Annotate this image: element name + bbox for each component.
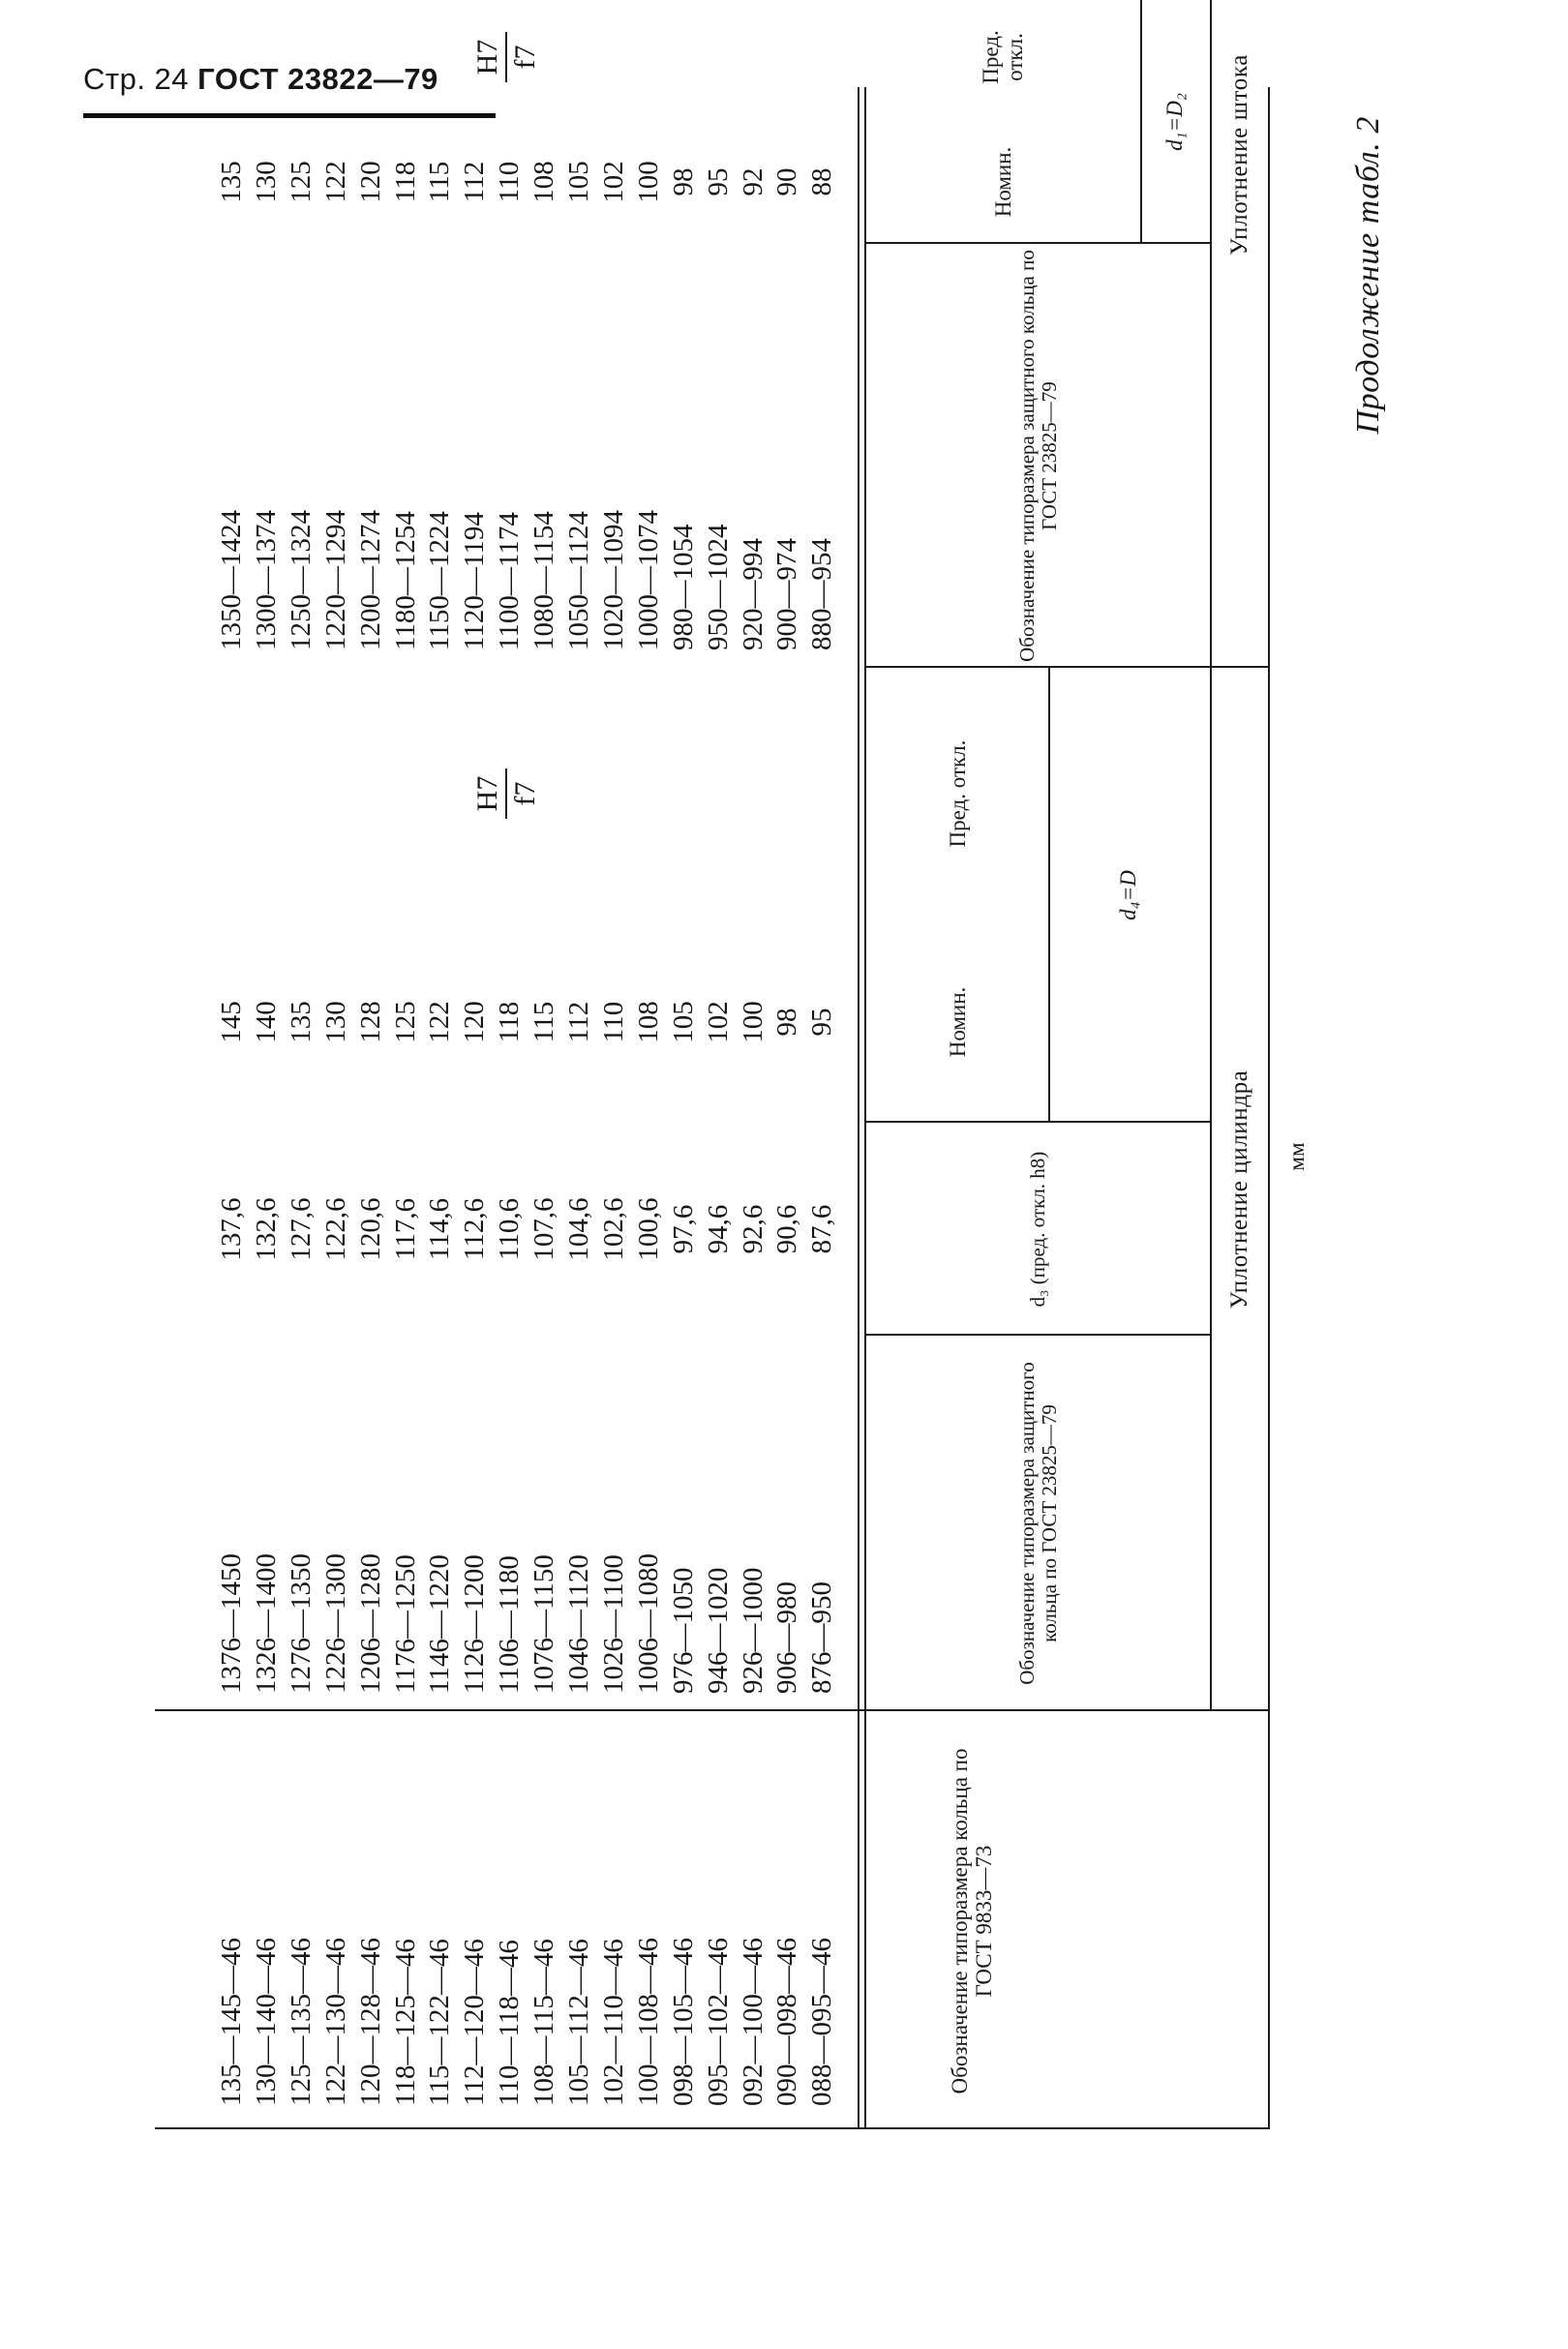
unit-label: мм bbox=[1283, 1142, 1309, 1171]
table-row bbox=[528, 87, 561, 2129]
rod-d1-group-line bbox=[1140, 0, 1142, 244]
rod-tolerance-upper: H7 bbox=[470, 39, 503, 75]
cell-rod-nominal: 130 bbox=[250, 161, 282, 203]
cell-cylinder-nominal: 135 bbox=[285, 1001, 317, 1043]
cell-rod-protective-ring: 1020—1094 bbox=[597, 510, 629, 650]
col-header-cylinder-tolerance: Пред. откл. bbox=[945, 739, 970, 848]
cell-cylinder-d3: 132,6 bbox=[250, 1197, 282, 1261]
header-separator-2 bbox=[864, 87, 866, 2129]
cell-cylinder-nominal: 100 bbox=[737, 1001, 769, 1043]
cell-cylinder-nominal: 115 bbox=[528, 1001, 560, 1043]
cell-rod-nominal: 110 bbox=[494, 161, 526, 203]
cell-cylinder-protective-ring: 906—980 bbox=[771, 1581, 803, 1694]
cell-cylinder-d3: 92,6 bbox=[737, 1204, 769, 1254]
cell-cylinder-protective-ring: 1076—1150 bbox=[528, 1554, 560, 1694]
cell-rod-protective-ring: 980—1054 bbox=[667, 524, 699, 650]
cell-cylinder-protective-ring: 926—1000 bbox=[737, 1567, 769, 1694]
cell-cylinder-nominal: 112 bbox=[563, 1001, 595, 1043]
cell-cylinder-d3: 94,6 bbox=[702, 1204, 734, 1254]
cell-cylinder-d3: 114,6 bbox=[424, 1197, 456, 1261]
cell-rod-protective-ring: 950—1024 bbox=[702, 524, 734, 650]
cell-cylinder-protective-ring: 1326—1400 bbox=[250, 1553, 282, 1694]
cell-rod-nominal: 125 bbox=[285, 161, 317, 203]
cell-rod-protective-ring: 900—974 bbox=[771, 538, 803, 650]
rod-tolerance-bar bbox=[505, 32, 507, 82]
cell-rod-nominal: 122 bbox=[319, 161, 351, 203]
cell-cylinder-protective-ring: 1026—1100 bbox=[597, 1554, 629, 1694]
cell-cylinder-d3: 110,6 bbox=[494, 1197, 526, 1261]
cell-rod-nominal: 98 bbox=[667, 167, 699, 196]
rod-group-line bbox=[1210, 0, 1212, 668]
cell-rod-protective-ring: 920—994 bbox=[737, 538, 769, 650]
cell-cylinder-nominal: 95 bbox=[806, 1008, 838, 1037]
cell-rod-protective-ring: 1200—1274 bbox=[354, 510, 386, 650]
cell-rod-protective-ring: 1300—1374 bbox=[250, 510, 282, 650]
table-row bbox=[354, 87, 387, 2129]
col-header-cylinder-protective-ring: Обозначение типоразмера защитного кольца по ГОСТ 23825—79 bbox=[1014, 1362, 1061, 1685]
cell-cylinder-d3: 104,6 bbox=[563, 1197, 595, 1261]
col-header-rod-protective-ring: Обозначение типоразмера защитного кольца по ГОСТ 23825—79 bbox=[1014, 250, 1061, 662]
cell-rod-protective-ring: 1250—1324 bbox=[285, 510, 317, 650]
cell-ring-designation: 108—115—46 bbox=[528, 1939, 560, 2106]
cell-rod-nominal: 112 bbox=[459, 161, 491, 203]
table-row bbox=[563, 87, 596, 2129]
cylinder-tolerance-lower: f7 bbox=[509, 781, 541, 806]
cell-rod-protective-ring: 1150—1224 bbox=[424, 511, 456, 650]
cell-cylinder-nominal: 102 bbox=[702, 1001, 734, 1043]
cell-cylinder-protective-ring: 1206—1280 bbox=[354, 1553, 386, 1694]
cell-rod-nominal: 118 bbox=[389, 161, 421, 203]
cell-ring-designation: 100—108—46 bbox=[632, 1938, 664, 2106]
cell-rod-protective-ring: 1100—1174 bbox=[494, 512, 526, 650]
cell-cylinder-d3: 112,6 bbox=[459, 1197, 491, 1261]
col-header-rod-tolerance: Пред. откл. bbox=[979, 30, 1027, 84]
cell-cylinder-d3: 97,6 bbox=[667, 1204, 699, 1254]
cell-rod-nominal: 90 bbox=[771, 167, 803, 196]
cell-rod-nominal: 92 bbox=[737, 167, 769, 196]
table-row bbox=[633, 87, 666, 2129]
cell-rod-nominal: 105 bbox=[563, 161, 595, 203]
cell-cylinder-nominal: 120 bbox=[459, 1001, 491, 1043]
cell-cylinder-protective-ring: 1276—1350 bbox=[285, 1553, 317, 1694]
col-group-cylinder-d4: d₄=D bbox=[1115, 870, 1140, 920]
col-header-cylinder-nominal: Номин. bbox=[945, 986, 970, 1058]
col-header-rod-nominal: Номин. bbox=[990, 146, 1015, 218]
cell-cylinder-nominal: 108 bbox=[632, 1001, 664, 1043]
cell-ring-designation: 088—095—46 bbox=[806, 1938, 838, 2106]
header-separator-1 bbox=[858, 87, 859, 2129]
cell-rod-nominal: 100 bbox=[632, 161, 664, 203]
col-header-ring: Обозначение типоразмера кольца по ГОСТ 9833—73 bbox=[948, 1748, 996, 2094]
cell-cylinder-protective-ring: 976—1050 bbox=[667, 1567, 699, 1694]
cell-rod-nominal: 115 bbox=[424, 161, 456, 203]
cell-cylinder-d3: 117,6 bbox=[389, 1197, 421, 1261]
cell-ring-designation: 092—100—46 bbox=[737, 1938, 769, 2106]
cell-rod-protective-ring: 1050—1124 bbox=[563, 511, 595, 650]
cell-ring-designation: 110—118—46 bbox=[494, 1940, 526, 2106]
cell-cylinder-nominal: 118 bbox=[494, 1001, 526, 1043]
cell-cylinder-d3: 127,6 bbox=[285, 1197, 317, 1261]
cell-rod-protective-ring: 1120—1194 bbox=[459, 512, 491, 650]
table-row bbox=[737, 87, 769, 2129]
table-row bbox=[389, 87, 422, 2129]
cell-cylinder-protective-ring: 1146—1220 bbox=[424, 1554, 456, 1694]
cell-cylinder-d3: 137,6 bbox=[216, 1197, 248, 1261]
cell-cylinder-protective-ring: 1376—1450 bbox=[216, 1553, 248, 1694]
cell-ring-designation: 122—130—46 bbox=[319, 1938, 351, 2106]
rod-tolerance-fraction bbox=[472, 32, 541, 82]
cell-rod-nominal: 95 bbox=[702, 167, 734, 196]
cell-cylinder-protective-ring: 1126—1200 bbox=[459, 1554, 491, 1694]
cell-rod-protective-ring: 1180—1254 bbox=[389, 511, 421, 650]
cell-ring-designation: 095—102—46 bbox=[702, 1938, 734, 2106]
cylinder-tolerance-upper: H7 bbox=[470, 775, 503, 812]
cell-ring-designation: 098—105—46 bbox=[667, 1938, 699, 2106]
cell-cylinder-protective-ring: 1006—1080 bbox=[632, 1553, 664, 1694]
cell-ring-designation: 130—140—46 bbox=[250, 1938, 282, 2106]
table-row bbox=[771, 87, 804, 2129]
cell-ring-designation: 118—125—46 bbox=[389, 1939, 421, 2106]
cell-rod-nominal: 120 bbox=[354, 161, 386, 203]
cell-cylinder-nominal: 125 bbox=[389, 1001, 421, 1043]
cell-cylinder-nominal: 140 bbox=[250, 1001, 282, 1043]
cell-cylinder-nominal: 122 bbox=[424, 1001, 456, 1043]
table-row bbox=[459, 87, 492, 2129]
cell-rod-nominal: 102 bbox=[597, 161, 629, 203]
table-row bbox=[424, 87, 457, 2129]
col-group-rod: Уплотнение штока bbox=[1225, 54, 1252, 256]
cell-rod-protective-ring: 1220—1294 bbox=[319, 510, 351, 650]
table-row bbox=[251, 87, 284, 2129]
cell-cylinder-protective-ring: 876—950 bbox=[806, 1581, 838, 1694]
table-row bbox=[702, 87, 735, 2129]
cell-cylinder-nominal: 130 bbox=[319, 1001, 351, 1043]
cell-rod-protective-ring: 880—954 bbox=[806, 538, 838, 650]
cell-ring-designation: 090—098—46 bbox=[771, 1938, 803, 2106]
cell-cylinder-nominal: 98 bbox=[771, 1008, 803, 1037]
cell-cylinder-d3: 120,6 bbox=[354, 1197, 386, 1261]
cell-cylinder-d3: 90,6 bbox=[771, 1204, 803, 1254]
standard-number: ГОСТ 23822—79 bbox=[197, 62, 438, 96]
cell-cylinder-protective-ring: 1046—1120 bbox=[563, 1554, 595, 1694]
cylinder-prot-col-divider bbox=[864, 1334, 1210, 1336]
cell-cylinder-nominal: 110 bbox=[597, 1001, 629, 1043]
cell-cylinder-protective-ring: 1176—1250 bbox=[389, 1554, 421, 1694]
cell-cylinder-nominal: 105 bbox=[667, 1001, 699, 1043]
cylinder-group-line bbox=[1210, 668, 1212, 1711]
cell-cylinder-d3: 122,6 bbox=[319, 1197, 351, 1261]
cylinder-d4-group-line bbox=[1048, 668, 1050, 1123]
table-row bbox=[494, 87, 527, 2129]
cell-ring-designation: 120—128—46 bbox=[354, 1938, 386, 2106]
cell-ring-designation: 135—145—46 bbox=[216, 1938, 248, 2106]
cell-cylinder-d3: 87,6 bbox=[806, 1204, 838, 1254]
cell-ring-designation: 115—122—46 bbox=[424, 1939, 456, 2106]
table-row bbox=[667, 87, 700, 2129]
table-row bbox=[806, 87, 839, 2129]
page-number: Стр. 24 bbox=[83, 62, 190, 96]
col-header-cylinder-d3: d₃ (пред. откл. h8) bbox=[1026, 1151, 1050, 1308]
table-title: Продолжение табл. 2 bbox=[1349, 116, 1386, 435]
table-row bbox=[598, 87, 631, 2129]
cell-cylinder-protective-ring: 1226—1300 bbox=[319, 1553, 351, 1694]
cell-cylinder-protective-ring: 946—1020 bbox=[702, 1567, 734, 1694]
col-group-cylinder: Уплотнение цилиндра bbox=[1225, 1069, 1252, 1310]
cell-cylinder-d3: 107,6 bbox=[528, 1197, 560, 1261]
cell-ring-designation: 125—135—46 bbox=[285, 1938, 317, 2106]
cell-cylinder-nominal: 128 bbox=[354, 1001, 386, 1043]
col-group-rod-d1: d₁=D₂ bbox=[1161, 93, 1187, 151]
cell-ring-designation: 112—120—46 bbox=[459, 1939, 491, 2106]
cell-cylinder-nominal: 145 bbox=[216, 1001, 248, 1043]
table-top-border bbox=[1268, 87, 1270, 2129]
cell-rod-nominal: 88 bbox=[806, 167, 838, 196]
cell-rod-protective-ring: 1350—1424 bbox=[216, 510, 248, 650]
cell-rod-protective-ring: 1000—1074 bbox=[632, 510, 664, 650]
cell-ring-designation: 105—112—46 bbox=[563, 1939, 595, 2106]
cell-rod-nominal: 108 bbox=[528, 161, 560, 203]
table-row bbox=[216, 87, 249, 2129]
table-row bbox=[319, 87, 352, 2129]
cell-ring-designation: 102—110—46 bbox=[597, 1939, 629, 2106]
table-row bbox=[286, 87, 318, 2129]
rod-tolerance-lower: f7 bbox=[509, 45, 541, 70]
cell-rod-nominal: 135 bbox=[216, 161, 248, 203]
cell-cylinder-d3: 100,6 bbox=[632, 1197, 664, 1261]
cell-rod-protective-ring: 1080—1154 bbox=[528, 511, 560, 650]
cell-cylinder-d3: 102,6 bbox=[597, 1197, 629, 1261]
cell-cylinder-protective-ring: 1106—1180 bbox=[494, 1555, 526, 1694]
